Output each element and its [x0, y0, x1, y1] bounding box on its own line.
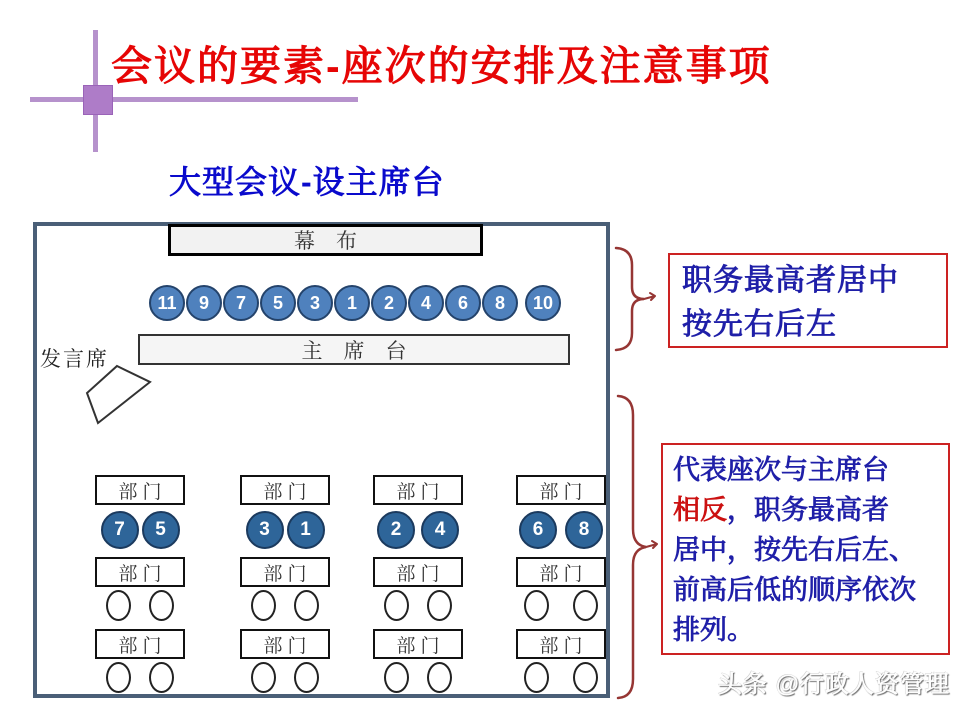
empty-seat [524, 590, 549, 621]
right-brace-icon [606, 243, 660, 355]
department-column [96, 475, 184, 694]
podium-seat: 8 [482, 285, 518, 321]
empty-seat [384, 590, 409, 621]
meeting-room-diagram [33, 222, 610, 698]
speaker-seat-label: 发言席 [40, 348, 109, 371]
section-subtitle: 大型会议-设主席台 [169, 164, 445, 200]
note-box-podium-rule [668, 253, 948, 348]
podium-seat: 5 [260, 285, 296, 321]
department-box: 部门 [240, 629, 330, 659]
department-box: 部门 [373, 629, 463, 659]
numbered-seat-pair [101, 511, 180, 549]
note-line: 代表座次与主席台 [673, 455, 889, 485]
empty-seat [251, 590, 276, 621]
highlighted-word: 相反 [673, 495, 727, 525]
podium-seat: 4 [408, 285, 444, 321]
podium-seat-row [149, 285, 561, 321]
crosshair-square [83, 85, 113, 115]
screen-box: 幕 布 [168, 224, 483, 256]
note-line: 按先右后左 [682, 308, 837, 341]
empty-seat [294, 662, 319, 693]
rostrum-box: 主 席 台 [138, 334, 570, 365]
empty-seat [384, 662, 409, 693]
page-title: 会议的要素-座次的安排及注意事项 [111, 43, 772, 89]
empty-seat-pair [106, 662, 174, 694]
dept-seat: 6 [519, 511, 557, 549]
empty-seat [427, 590, 452, 621]
note-line: 职务最高者居中 [682, 264, 899, 297]
empty-seat [524, 662, 549, 693]
note-line: 前高后低的顺序依次 [673, 575, 916, 605]
empty-seat-pair [384, 590, 452, 622]
department-box: 部门 [95, 475, 185, 505]
empty-seat [106, 662, 131, 693]
speaker-seat-shape [77, 361, 167, 436]
numbered-seat-pair [377, 511, 459, 549]
empty-seat [149, 662, 174, 693]
numbered-seat-pair [246, 511, 325, 549]
department-box: 部门 [373, 557, 463, 587]
department-box: 部门 [95, 557, 185, 587]
empty-seat-pair [384, 662, 452, 694]
empty-seat-pair [251, 662, 319, 694]
empty-seat [427, 662, 452, 693]
empty-seat-pair [251, 590, 319, 622]
empty-seat-pair [106, 590, 174, 622]
department-box: 部门 [516, 475, 606, 505]
dept-seat: 2 [377, 511, 415, 549]
department-box: 部门 [373, 475, 463, 505]
empty-seat [106, 590, 131, 621]
department-box: 部门 [240, 557, 330, 587]
podium-seat: 3 [297, 285, 333, 321]
podium-seat: 7 [223, 285, 259, 321]
empty-seat [573, 590, 598, 621]
note-box-delegate-rule [661, 443, 950, 655]
right-brace-icon [606, 391, 660, 703]
dept-seat: 5 [142, 511, 180, 549]
empty-seat-pair [524, 662, 598, 694]
watermark: 头条 @行政人资管理 [717, 671, 950, 698]
empty-seat-pair [524, 590, 598, 622]
department-column [374, 475, 462, 694]
dept-seat: 4 [421, 511, 459, 549]
podium-seat: 9 [186, 285, 222, 321]
department-box: 部门 [240, 475, 330, 505]
empty-seat [251, 662, 276, 693]
empty-seat [149, 590, 174, 621]
note-line: 排列。 [673, 615, 754, 645]
podium-seat: 2 [371, 285, 407, 321]
dept-seat: 7 [101, 511, 139, 549]
department-column [241, 475, 329, 694]
department-column [517, 475, 605, 694]
crosshair-horizontal-line [30, 97, 358, 102]
podium-seat: 11 [149, 285, 185, 321]
dept-seat: 3 [246, 511, 284, 549]
podium-seat: 10 [525, 285, 561, 321]
note-line: 居中，按先右后左、 [673, 535, 916, 565]
empty-seat [294, 590, 319, 621]
podium-seat: 6 [445, 285, 481, 321]
note-line: 相反，职务最高者 [673, 495, 889, 525]
dept-seat: 1 [287, 511, 325, 549]
department-box: 部门 [516, 629, 606, 659]
department-box: 部门 [95, 629, 185, 659]
empty-seat [573, 662, 598, 693]
podium-seat: 1 [334, 285, 370, 321]
dept-seat: 8 [565, 511, 603, 549]
department-box: 部门 [516, 557, 606, 587]
numbered-seat-pair [519, 511, 603, 549]
